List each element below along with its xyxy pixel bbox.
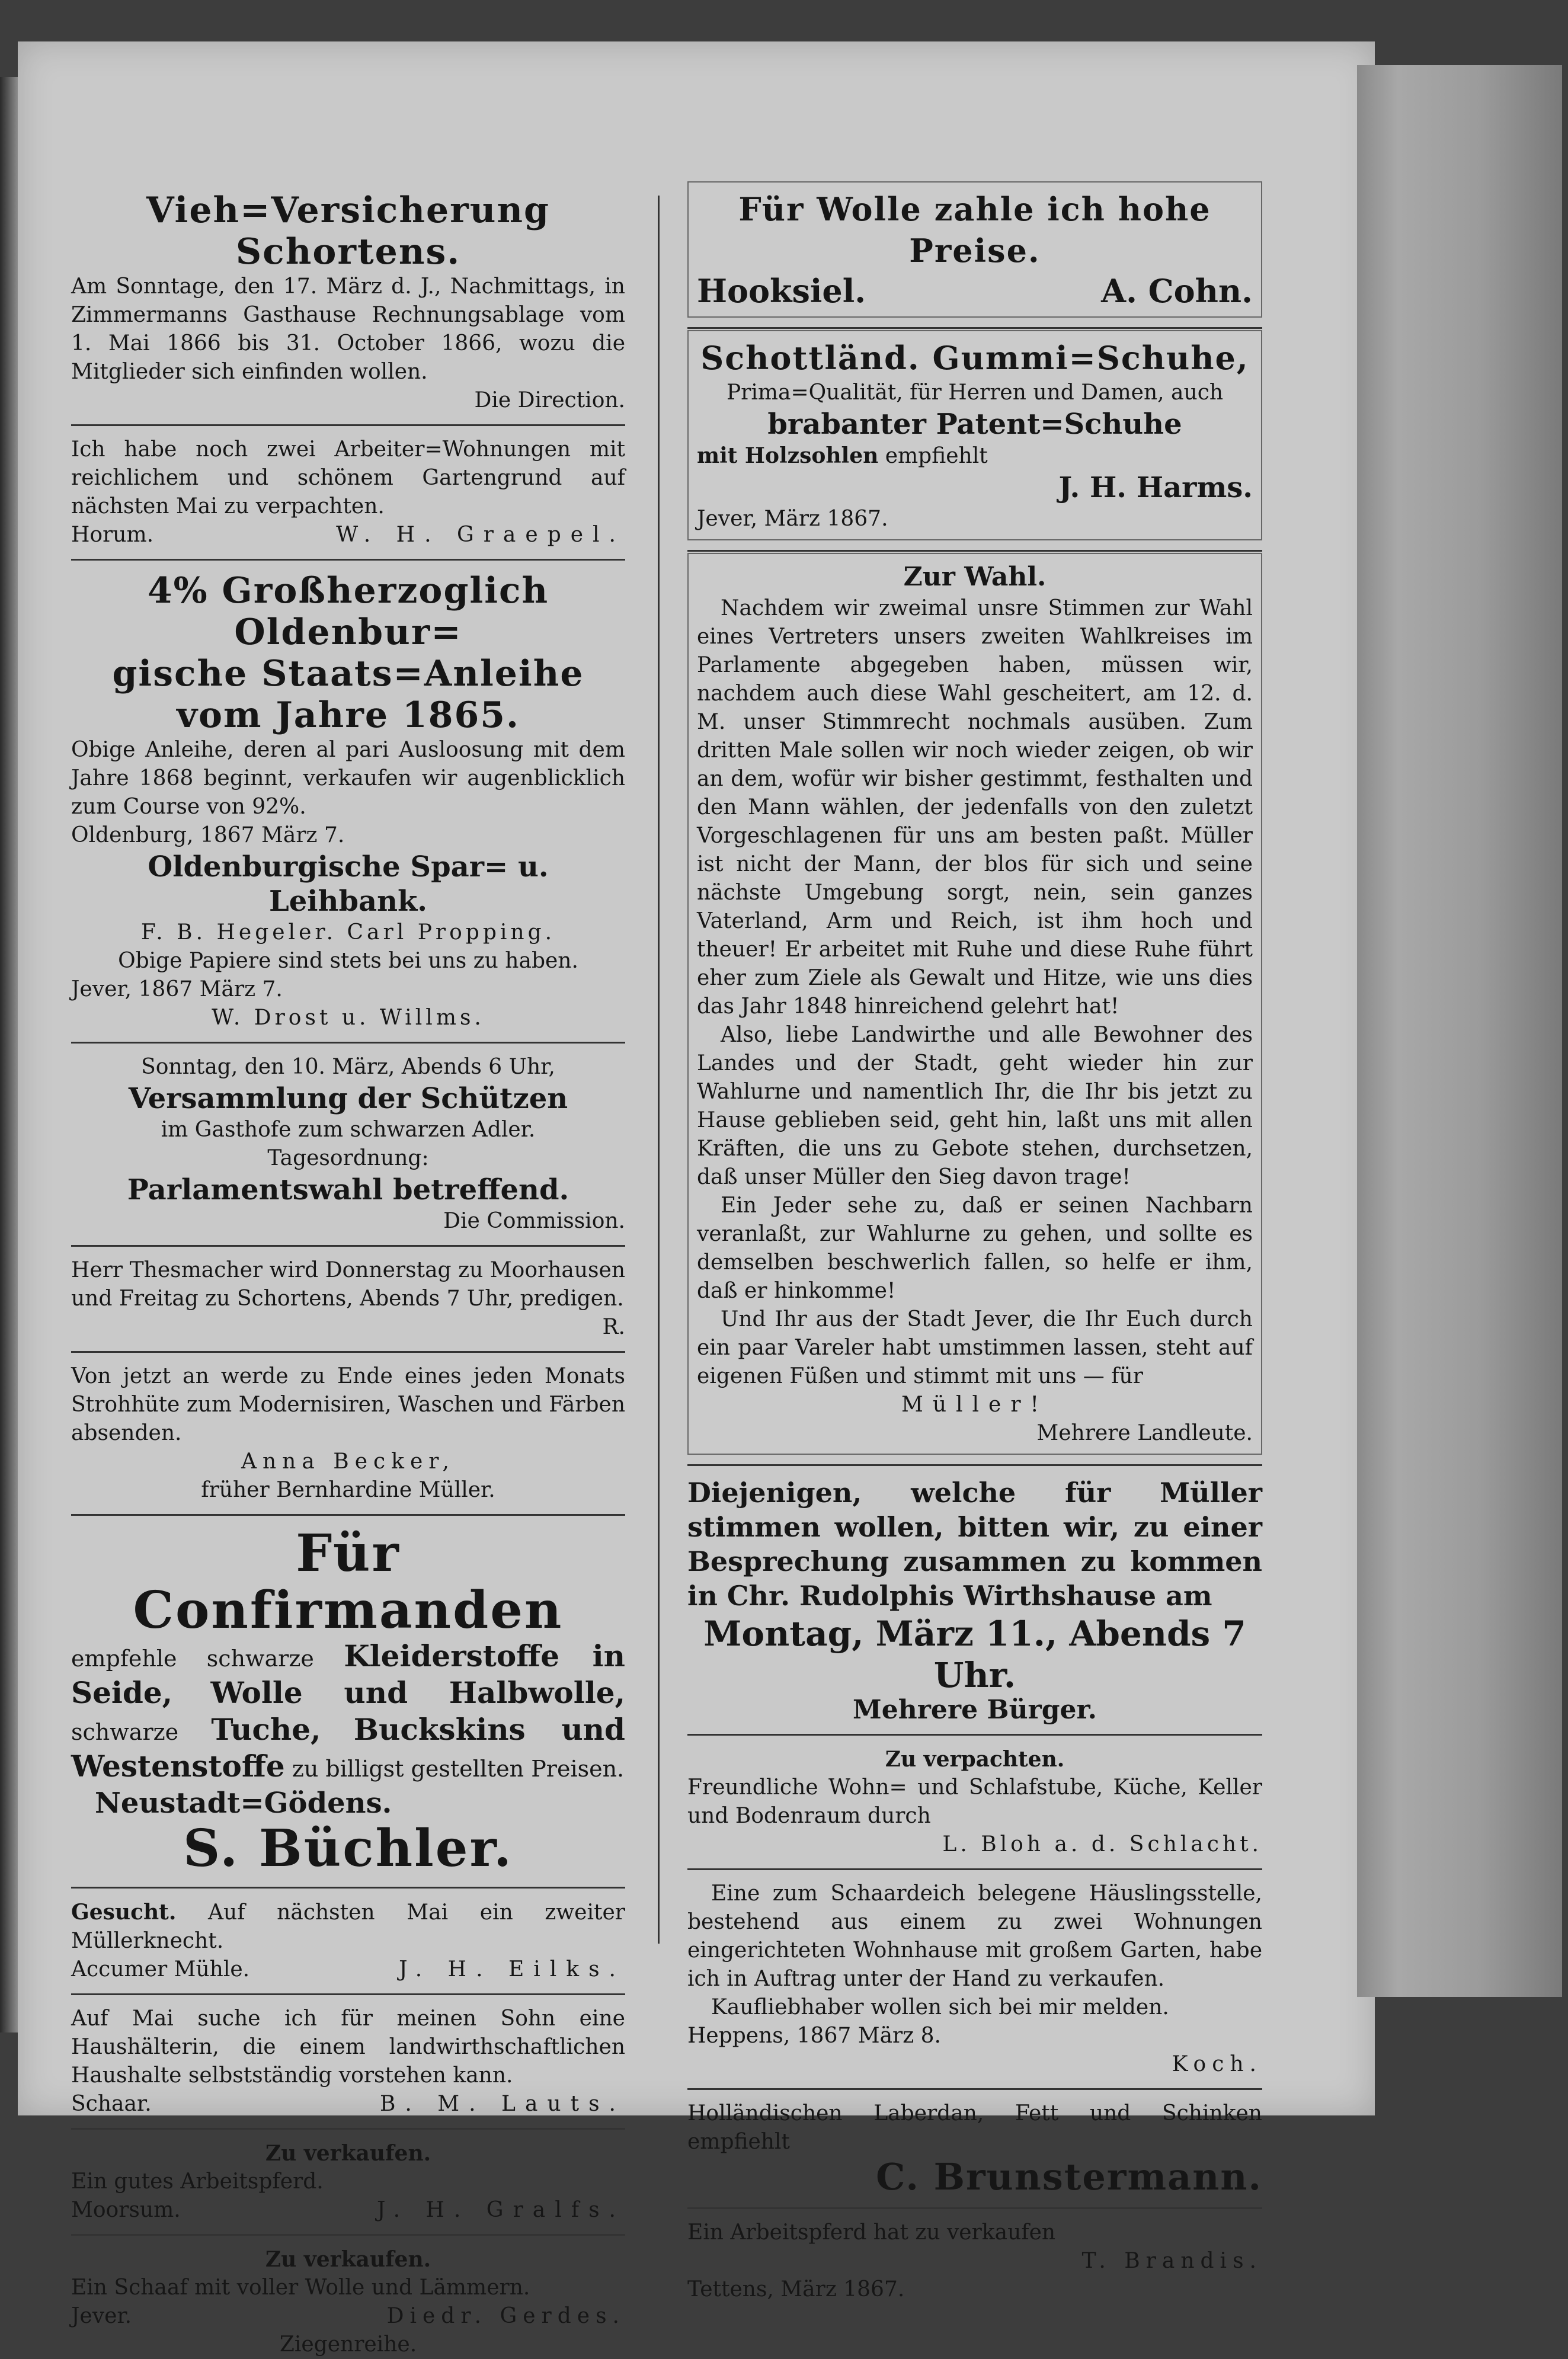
- ad-schuetzen: [71, 1053, 625, 1235]
- divider: [687, 327, 1262, 329]
- ad-place: Hooksiel.: [697, 272, 866, 310]
- divider: [687, 2207, 1262, 2209]
- ad-text: Holländischen Laberdan, Fett und Schinken empfiehlt: [687, 2101, 1262, 2154]
- ad-signature: B. M. Lauts.: [379, 2092, 625, 2116]
- divider: [71, 1351, 625, 1353]
- ad-highlight: Buckskins und Westenstoffe: [71, 1712, 625, 1784]
- ad-highlight: Kleiderstoffe in Seide,: [71, 1638, 625, 1710]
- ad-verkaufen-schaaf: [71, 2245, 625, 2359]
- ad-becker: [71, 1362, 625, 1505]
- ad-firm: J. H. Harms.: [1058, 471, 1253, 504]
- divider: [687, 1734, 1262, 1736]
- divider: [687, 1868, 1262, 1870]
- ad-title: Zu verkaufen.: [265, 2247, 431, 2272]
- ad-signature: Mehrere Bürger.: [853, 1695, 1097, 1725]
- ad-text: Herr Thesmacher wird Donnerstag zu Moorhausen und Freitag zu Schortens, Abends 7 Uhr, predigen.: [71, 1258, 625, 1311]
- divider: [71, 1514, 625, 1516]
- divider: [687, 1464, 1262, 1466]
- ad-firm: C. Brunstermann.: [876, 2155, 1262, 2198]
- ad-viehversicherung: [71, 190, 625, 415]
- ad-text: Freundliche Wohn= und Schlafstube, Küche, Keller und Bodenraum durch: [687, 1775, 1262, 1828]
- ad-paragraph2: Also, liebe Landwirthe und alle Bewohner des Landes und der Stadt, geht wieder hin zur Wahlurne und namentlich Ihr, die Ihr bis jetzt zu Hause geblieben seid, geht hin, laßt uns mit allen Kräften, die uns zu Gebote stehen, durchsetzen, daß unser Müller den Sieg davon trage!: [697, 1023, 1253, 1189]
- divider: [687, 550, 1262, 552]
- ad-text: Ein Arbeitspferd hat zu verkaufen: [687, 2220, 1056, 2245]
- ad-signature2: früher Bernhardine Müller.: [201, 1478, 495, 1502]
- ad-date: Jever, März 1867.: [697, 507, 888, 531]
- ad-title-line1: 4% Großherzoglich Oldenbur=: [147, 570, 549, 653]
- ad-line2b: empfiehlt: [885, 444, 988, 468]
- ad-gesucht: [71, 1898, 625, 1984]
- divider: [71, 1245, 625, 1247]
- ad-signature: W. H. Graepel.: [336, 523, 625, 547]
- ad-text: Auf Mai suche ich für meinen Sohn eine Haushälterin, die einem landwirthschaftlichen Haushalte selbstständig vorstehen kann.: [71, 2006, 625, 2088]
- ad-text: Am Sonntage, den 17. März d. J., Nachmittags, in Zimmermanns Gasthause Rechnungsablage vom 1. Mai 1866 bis 31. October 1866, wozu die Mitglieder sich einfinden wollen.: [71, 274, 625, 384]
- ad-signature: Diedr. Gerdes.: [386, 2304, 625, 2328]
- ad-paragraph3: Ein Jeder sehe zu, daß er seinen Nachbarn veranlaßt, zur Wahlurne zu gehen, und sollte es demselben beschwerlich fallen, so helfe er ihm, daß er hinkomme!: [697, 1193, 1253, 1303]
- ad-signature: Die Commission.: [443, 1209, 625, 1233]
- ad-buerger: [687, 1475, 1262, 1724]
- ad-staatsanleihe: [71, 570, 625, 1032]
- ad-line3: Tagesordnung:: [267, 1146, 429, 1170]
- ad-title: Schottländ. Gummi=Schuhe,: [700, 339, 1249, 377]
- ad-name: Müller!: [901, 1393, 1049, 1417]
- ad-text: empfehle schwarze: [71, 1646, 314, 1672]
- ad-laberdan: [687, 2099, 1262, 2198]
- column-divider: [658, 196, 660, 1944]
- ad-title: Vieh=Versicherung Schortens.: [146, 190, 550, 273]
- ad-subject: Parlamentswahl betreffend.: [127, 1173, 569, 1206]
- ad-title: Zu verkaufen.: [265, 2141, 431, 2166]
- divider: [71, 1887, 625, 1889]
- book-page-edges: [1357, 65, 1562, 1997]
- divider: [71, 2234, 625, 2236]
- divider: [71, 1993, 625, 1995]
- divider: [71, 1042, 625, 1044]
- ad-text: Ein Schaaf mit voller Wolle und Lämmern.: [71, 2275, 530, 2300]
- ad-signature: J. H. Gralfs.: [377, 2198, 625, 2222]
- ad-text: Ich habe noch zwei Arbeiter=Wohnungen mit reichlichem und schönem Gartengrund auf nächsten Mai zu verpachten.: [71, 437, 625, 518]
- ad-note: Obige Papiere sind stets bei uns zu haben.: [118, 949, 578, 973]
- ad-signature: Die Direction.: [474, 388, 625, 412]
- ad-signature: Koch.: [1172, 2052, 1262, 2076]
- ad-title: Versammlung der Schützen: [128, 1082, 568, 1115]
- ad-zur-wahl: [687, 553, 1262, 1455]
- ad-place: Neustadt=Gödens.: [95, 1787, 392, 1820]
- ad-signature: Anna Becker,: [241, 1449, 455, 1474]
- ad-title2: brabanter Patent=Schuhe: [767, 408, 1182, 441]
- ad-highlight: Tuche,: [211, 1712, 321, 1747]
- ad-place: Accumer Mühle.: [71, 1957, 250, 1982]
- ad-paragraph4: Und Ihr aus der Stadt Jever, die Ihr Euch durch ein paar Vareler habt umstimmen lassen, steht auf eigenen Füßen und stimmt mit uns — für: [697, 1307, 1253, 1388]
- ad-line2: Kaufliebhaber wollen sich bei mir melden.: [711, 1995, 1169, 2019]
- ad-text: Eine zum Schaardeich belegene Häuslingsstelle, bestehend aus einem zu zwei Wohnungen eingerichteten Wohnhause mit großem Garten, habe ich in Auftrag unter der Hand zu verkaufen.: [687, 1881, 1262, 1991]
- right-column: [687, 190, 1262, 2304]
- ad-verpachten: [687, 1745, 1262, 1859]
- ad-date: Montag, März 11., Abends 7 Uhr.: [703, 1614, 1246, 1695]
- divider: [687, 2088, 1262, 2090]
- ad-date2: Jever, 1867 März 7.: [71, 977, 283, 1001]
- book-binding-left: [0, 77, 20, 2032]
- ad-text: schwarze: [71, 1719, 179, 1745]
- ad-date: Tettens, März 1867.: [687, 2277, 905, 2302]
- ad-line1: Sonntag, den 10. März, Abends 6 Uhr,: [141, 1055, 555, 1079]
- ad-highlight: Wolle und Halbwolle,: [210, 1675, 625, 1710]
- ad-place: Moorsum.: [71, 2198, 181, 2222]
- ad-text: Von jetzt an werde zu Ende eines jeden Monats Strohhüte zum Modernisiren, Waschen und Färben absenden.: [71, 1364, 625, 1445]
- ad-place: Schaar.: [71, 2092, 152, 2116]
- ad-line2: mit Holzsohlen: [697, 443, 879, 468]
- ad-title: Zur Wahl.: [903, 562, 1047, 592]
- ad-date: Heppens, 1867 März 8.: [687, 2024, 941, 2048]
- ad-signature: L. Bloh a. d. Schlacht.: [942, 1832, 1262, 1857]
- ad-place: Jever.: [71, 2304, 132, 2328]
- ad-text: Ein gutes Arbeitspferd.: [71, 2169, 324, 2194]
- ad-arbeitspferd: [687, 2219, 1262, 2304]
- divider: [71, 559, 625, 561]
- ad-line2: im Gasthofe zum schwarzen Adler.: [161, 1118, 536, 1142]
- ad-bank-name: Oldenburgische Spar= u. Leihbank.: [148, 850, 549, 918]
- ad-label: Gesucht.: [71, 1900, 177, 1925]
- ad-wolle: [687, 181, 1262, 318]
- ad-names: F. B. Hegeler. Carl Propping.: [140, 920, 556, 945]
- divider: [71, 424, 625, 426]
- ad-signature: J. H. Eilks.: [399, 1957, 625, 1982]
- ad-firm: S. Büchler.: [183, 1819, 513, 1878]
- ad-title: Zu verpachten.: [885, 1747, 1065, 1772]
- ad-text: Obige Anleihe, deren al pari Ausloosung mit dem Jahre 1868 beginnt, verkaufen wir augenblicklich zum Course von 92%.: [71, 738, 625, 819]
- ad-confirmanden: [71, 1525, 625, 1877]
- ad-text: Diejenigen, welche für Müller stimmen wollen, bitten wir, zu einer Besprechung zusammen zu kommen in Chr. Rudolphis Wirthshause am: [687, 1477, 1262, 1612]
- ad-arbeiterwohnungen: [71, 436, 625, 549]
- ad-title: Für Confirmanden: [133, 1523, 564, 1640]
- ad-signature: W. Drost u. Willms.: [212, 1006, 485, 1030]
- ad-signature: R.: [602, 1315, 625, 1339]
- ad-line1: Prima=Qualität, für Herren und Damen, auch: [726, 380, 1224, 405]
- ad-verkaufen-pferd: [71, 2139, 625, 2224]
- ad-haeuslingsstelle: [687, 1880, 1262, 2079]
- ad-date: Oldenburg, 1867 März 7.: [71, 823, 345, 847]
- ad-place: Horum.: [71, 523, 154, 547]
- ad-paragraph1: Nachdem wir zweimal unsre Stimmen zur Wahl eines Vertreters unsers zweiten Wahlkreises im Parlamente abgegeben haben, müssen wir, nachdem auch diese Wahl gescheitert, am 12. d. M. unser Stimmrecht nochmals ausüben. Zum dritten Male sollen wir noch wieder zeigen, ob wir an dem, wofür wir bisher gestimmt, festhalten und den Mann wählen, der jedenfalls von den zuletzt Vorgeschlagenen für uns am besten paßt. Müller ist nicht der Mann, der blos für sich und seine nächste Umgebung sorgt, nein, sein ganzes Vaterland, Arm und Reich, ist ihm hoch und theuer! Er arbeitet mit Ruhe und diese Ruhe führt eher zum Ziele als Gewalt und Hitze, wie uns dies das Jahr 1848 hinreichend gelehrt hat!: [697, 596, 1253, 1019]
- ad-text: Auf nächsten Mai ein zweiter Müllerknecht.: [71, 1900, 625, 1953]
- ad-title-line3: vom Jahre 1865.: [177, 694, 520, 736]
- ad-signature: Mehrere Landleute.: [1036, 1421, 1253, 1445]
- ad-signature: A. Cohn.: [1101, 272, 1253, 310]
- ad-text: zu billigst gestellten Preisen.: [292, 1756, 625, 1782]
- left-column: [71, 190, 625, 2359]
- ad-gummischuhe: [687, 330, 1262, 540]
- ad-title-line2: gische Staats=Anleihe: [112, 653, 584, 694]
- divider: [71, 2128, 625, 2130]
- ad-signature: T. Brandis.: [1081, 2249, 1262, 2273]
- ad-title: Für Wolle zahle ich hohe Preise.: [738, 190, 1211, 270]
- ad-thesmacher: [71, 1256, 625, 1342]
- ad-signature2: Ziegenreihe.: [279, 2332, 417, 2357]
- ad-haushaelterin: [71, 2005, 625, 2118]
